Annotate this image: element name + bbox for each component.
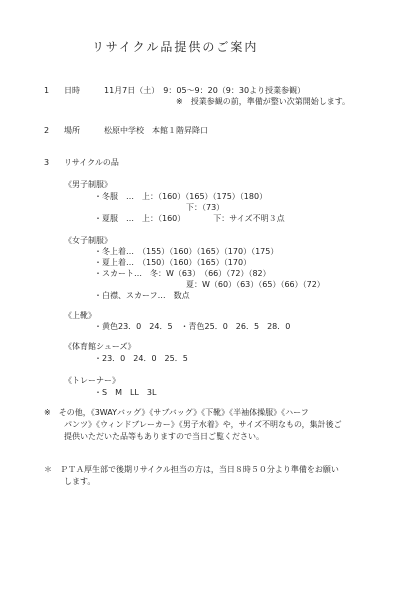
item3-label: リサイクルの品: [64, 158, 119, 167]
boys-uniform-heading: 《男子制服》: [64, 180, 112, 189]
other-items-note-line2: パンツ》《ウィンドブレーカー》《男子水着》や，サイズ不明なもの，集計後ご: [64, 420, 342, 429]
girls-skirt-winter: ・スカート… 冬：W（63） （66）（72）（82）: [94, 269, 271, 278]
item3-number: 3: [44, 158, 50, 167]
item2-number: 2: [44, 126, 50, 135]
gym-shoes-sizes: ・23．0 24．0 25．5: [94, 354, 188, 363]
boys-winter-line: ・冬服 … 上：（160）（165）（175）（180）: [94, 192, 268, 201]
item1-label: 日時: [64, 86, 80, 95]
item1-note: ※ 授業参観の前，準備が整い次第開始します。: [176, 97, 351, 106]
trainer-heading: 《トレーナー》: [64, 376, 120, 385]
girls-accessories: ・白襟、スカーフ… 数点: [94, 291, 190, 300]
pta-note-line1: ＊ ＰＴＡ厚生部で後期リサイクル担当の方は，当日８時５０分より準備をお願い: [44, 465, 339, 474]
boys-summer-line: ・夏服 … 上：（160） 下：サイズ不明３点: [94, 214, 285, 223]
item2-location: 松原中学校 本館１階昇降口: [104, 126, 208, 135]
girls-winter-top: ・冬上着… （155）（160）（165）（170）（175）: [94, 247, 279, 256]
girls-uniform-heading: 《女子制服》: [64, 236, 112, 245]
other-items-note-line3: 提供いただいた品等もありますので当日ご覧ください。: [64, 432, 264, 441]
indoor-shoes-sizes: ・黄色23．0 24．5 ・青色25．0 26．5 28．0: [94, 322, 291, 331]
girls-skirt-summer: 夏：W（60）（63）（65）（66）（72）: [186, 280, 325, 289]
pta-note-line2: します。: [64, 477, 96, 486]
girls-summer-top: ・夏上着… （150）（160）（165）（170）: [94, 258, 252, 267]
gym-shoes-heading: 《体育館シューズ》: [64, 342, 136, 351]
document-title: リサイクル品提供のご案内: [92, 40, 259, 54]
trainer-sizes: ・S M LL 3L: [94, 388, 157, 397]
item1-number: 1: [44, 86, 50, 95]
item2-label: 場所: [64, 126, 80, 135]
other-items-note-line1: ※ その他，《3WAYバッグ》《サブバッグ》《下靴》《半袖体操服》《ハーフ: [44, 408, 309, 417]
item1-datetime: 11月7日（土） 9：05～9：20（9：30より授業参観）: [104, 86, 306, 95]
boys-winter-bottom: 下：（73）: [186, 203, 225, 212]
indoor-shoes-heading: 《上靴》: [64, 311, 96, 320]
